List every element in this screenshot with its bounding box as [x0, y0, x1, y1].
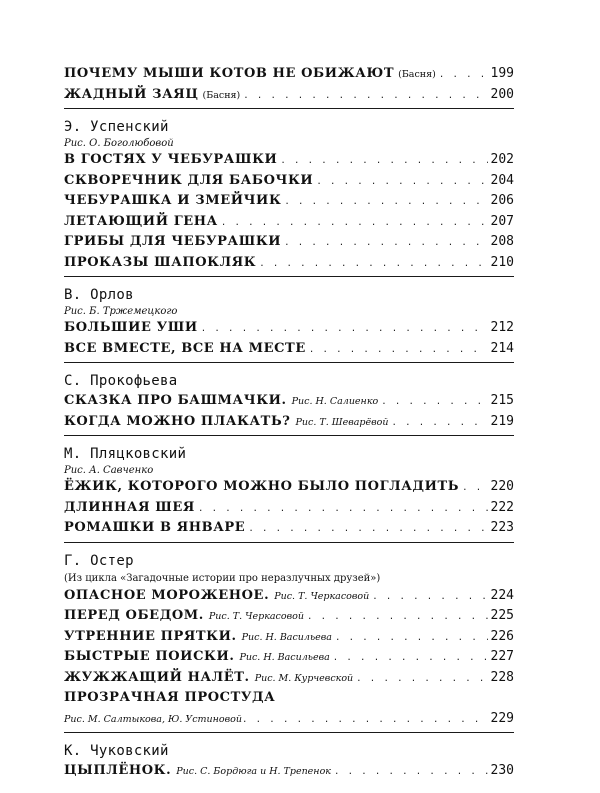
dot-leader — [335, 628, 488, 649]
illustrator-credit: Рис. Б. Тржемецкого — [64, 306, 178, 317]
series-note: (Из цикла «Загадочные истории про неразлучных друзей») — [64, 572, 381, 584]
page-number: 226 — [490, 628, 514, 644]
page-number: 215 — [490, 393, 514, 408]
dot-leader — [316, 172, 487, 193]
dot-leader — [198, 499, 488, 520]
dot-leader — [333, 648, 488, 669]
page-number: 212 — [490, 320, 514, 335]
entry-genre: (Басня) — [202, 89, 241, 101]
toc-entry[interactable] — [64, 150, 514, 171]
entry-title: СКВОРЕЧНИК ДЛЯ БАБОЧКИ — [64, 172, 314, 188]
entry-title: ПРОКАЗЫ ШАПОКЛЯК — [64, 254, 257, 270]
dot-leader — [356, 669, 487, 690]
entry-title: ЁЖИК, КОТОРОГО МОЖНО БЫЛО ПОГЛАДИТЬ — [64, 479, 460, 494]
entry-illustrator: Рис. Т. Шеварёвой — [295, 416, 389, 428]
page-number: 227 — [490, 649, 514, 664]
page-number: 210 — [490, 254, 514, 270]
toc-entry[interactable] — [64, 586, 514, 607]
dot-leader — [309, 340, 488, 361]
toc-entry[interactable] — [64, 498, 514, 519]
toc-section — [64, 64, 514, 109]
entry-title: СКАЗКА ПРО БАШМАЧКИ. — [64, 393, 287, 408]
entry-title: ЛЕТАЮЩИЙ ГЕНА — [64, 213, 218, 229]
entry-title: ЖАДНЫЙ ЗАЯЦ — [64, 86, 199, 102]
dot-leader — [372, 587, 487, 608]
toc-entry[interactable] — [64, 627, 514, 648]
entry-title: РОМАШКИ В ЯНВАРЕ — [64, 520, 246, 535]
toc-entry[interactable] — [64, 339, 514, 360]
page-number: 199 — [490, 66, 514, 81]
dot-leader — [391, 413, 487, 434]
dot-leader — [221, 213, 488, 234]
toc-entry[interactable] — [64, 232, 514, 253]
author-name: Э. Успенский — [64, 119, 169, 135]
illustrator-credit: Рис. О. Боголюбовой — [64, 138, 174, 149]
toc-entry[interactable] — [64, 668, 514, 689]
toc-section — [64, 444, 514, 543]
page-number: 223 — [490, 520, 514, 535]
entry-illustrator: Рис. Т. Черкасовой — [208, 611, 304, 622]
page-number: 204 — [490, 172, 514, 188]
author-name: В. Орлов — [64, 287, 134, 303]
entry-title: БЫСТРЫЕ ПОИСКИ. — [64, 649, 235, 664]
entry-illustrator: Рис. Н. Васильева — [241, 631, 332, 643]
toc-entry-continuation[interactable] — [64, 709, 514, 730]
entry-illustrator: Рис. Н. Салиенко — [291, 396, 379, 407]
toc-entry[interactable] — [64, 212, 514, 233]
author-name: С. Прокофьева — [64, 373, 178, 389]
toc-entry[interactable] — [64, 85, 514, 106]
dot-leader — [462, 478, 487, 499]
page-number: 228 — [490, 669, 514, 685]
dot-leader — [334, 762, 488, 783]
toc-entry[interactable] — [64, 391, 514, 412]
dot-leader — [259, 254, 487, 275]
dot-leader — [201, 319, 488, 340]
toc-section — [64, 551, 514, 734]
dot-leader — [280, 151, 487, 172]
entry-title: ПРОЗРАЧНАЯ ПРОСТУДА — [64, 690, 276, 705]
entry-title: ЧЕБУРАШКА И ЗМЕЙЧИК — [64, 193, 282, 208]
author-name: Г. Остер — [64, 552, 134, 569]
entry-illustrator: Рис. Т. Черкасовой — [274, 590, 370, 602]
entry-illustrator: Рис. М. Курчевской — [254, 672, 354, 684]
table-of-contents — [64, 64, 514, 793]
toc-entry[interactable] — [64, 412, 514, 433]
toc-section — [64, 117, 514, 277]
toc-section — [64, 741, 514, 785]
entry-illustrator: Рис. М. Салтыкова, Ю. Устиновой — [64, 713, 243, 725]
entry-title: В ГОСТЯХ У ЧЕБУРАШКИ — [64, 152, 278, 167]
dot-leader — [284, 233, 487, 254]
dot-leader — [439, 65, 488, 86]
entry-illustrator: Рис. С. Бордюга и Н. Трепенок — [176, 766, 331, 777]
entry-illustrator: Рис. Н. Васильева — [239, 652, 330, 663]
entry-title: КОГДА МОЖНО ПЛАКАТЬ? — [64, 413, 291, 429]
page-number: 220 — [490, 479, 514, 494]
toc-entry[interactable] — [64, 171, 514, 192]
entry-genre: (Басня) — [398, 69, 436, 80]
entry-title: ПОЧЕМУ МЫШИ КОТОВ НЕ ОБИЖАЮТ — [64, 66, 395, 81]
page-number: 224 — [490, 587, 514, 603]
toc-entry[interactable] — [64, 191, 514, 212]
entry-title: ОПАСНОЕ МОРОЖЕНОЕ. — [64, 587, 270, 603]
toc-section — [64, 285, 514, 363]
page-number: 214 — [490, 340, 514, 356]
page-number: 225 — [490, 608, 514, 623]
page-number: 230 — [490, 763, 514, 778]
toc-entry[interactable] — [64, 64, 514, 85]
toc-entry[interactable] — [64, 253, 514, 274]
toc-section — [64, 371, 514, 436]
dot-leader — [284, 192, 487, 213]
page-number: 208 — [490, 234, 514, 249]
page-number: 206 — [490, 193, 514, 208]
dot-leader — [242, 710, 487, 731]
entry-title: ГРИБЫ ДЛЯ ЧЕБУРАШКИ — [64, 234, 282, 249]
entry-title: УТРЕННИЕ ПРЯТКИ. — [64, 628, 237, 644]
toc-entry[interactable] — [64, 647, 514, 668]
entry-title: ЦЫПЛЁНОК. — [64, 763, 172, 778]
page-number: 207 — [490, 213, 514, 229]
toc-entry[interactable] — [64, 318, 514, 339]
page-number: 222 — [490, 499, 514, 515]
page-number: 229 — [490, 710, 514, 726]
page-number: 200 — [490, 86, 514, 102]
page-number: 202 — [490, 152, 514, 167]
toc-entry[interactable] — [64, 606, 514, 627]
page-number: 219 — [490, 413, 514, 429]
toc-entry[interactable] — [64, 688, 514, 709]
dot-leader — [307, 607, 488, 628]
dot-leader — [381, 392, 487, 413]
illustrator-credit: Рис. А. Савченко — [64, 465, 154, 476]
toc-entry[interactable] — [64, 761, 514, 782]
entry-title: ЖУЖЖАЩИЙ НАЛЁТ. — [64, 669, 250, 685]
author-name: К. Чуковский — [64, 743, 169, 759]
author-name: М. Пляцковский — [64, 446, 187, 462]
dot-leader — [243, 86, 487, 107]
dot-leader — [248, 519, 487, 540]
entry-title: ДЛИННАЯ ШЕЯ — [64, 499, 195, 515]
entry-title: ПЕРЕД ОБЕДОМ. — [64, 608, 204, 623]
toc-entry[interactable] — [64, 518, 514, 539]
toc-entry[interactable] — [64, 477, 514, 498]
entry-title: БОЛЬШИЕ УШИ — [64, 320, 198, 335]
entry-title: ВСЕ ВМЕСТЕ, ВСЕ НА МЕСТЕ — [64, 340, 306, 356]
